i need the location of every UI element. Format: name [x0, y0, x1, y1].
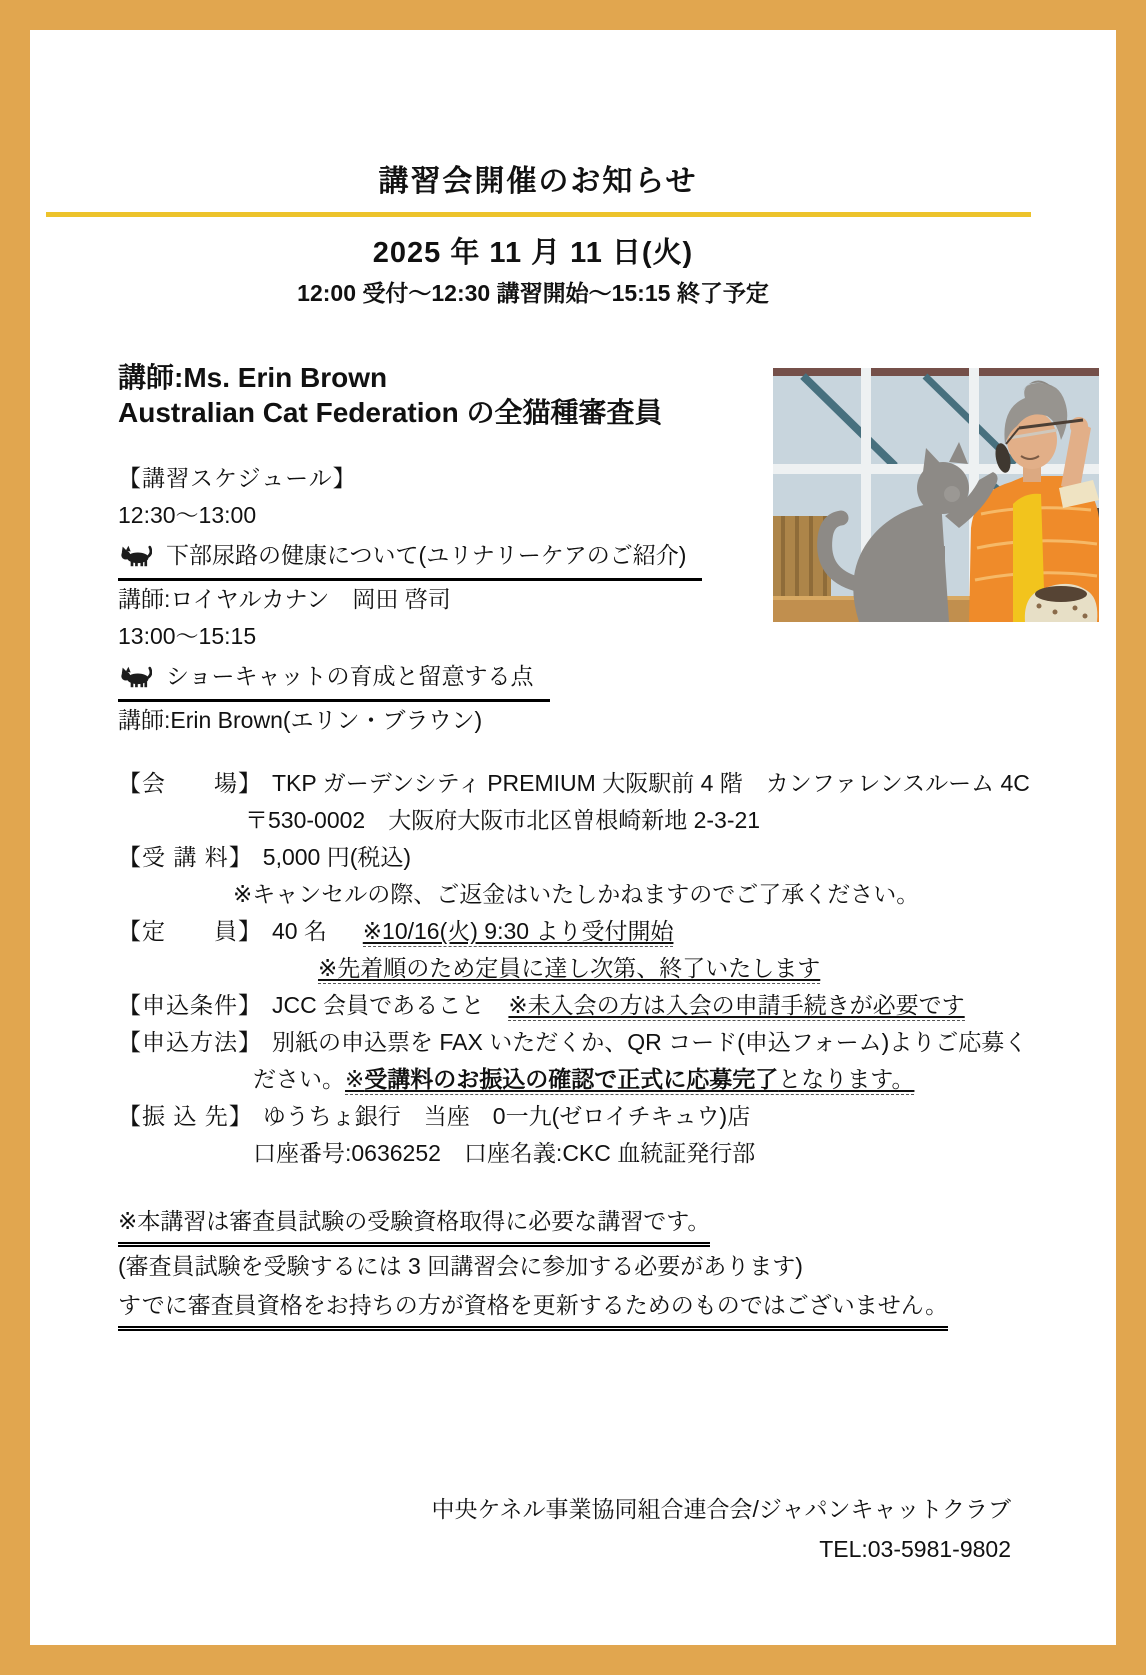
- note-3: すでに審査員資格をお持ちの方が資格を更新するためのものではございません。: [118, 1286, 948, 1331]
- schedule-heading: 【講習スケジュール】: [118, 465, 357, 491]
- event-date: 2025 年 11 月 11 日(火): [372, 237, 694, 269]
- footer-tel: TEL:03-5981-9802: [819, 1536, 1011, 1562]
- title-rule: [46, 212, 1031, 217]
- event-time: 12:00 受付〜12:30 講習開始〜15:15 終了予定: [297, 280, 769, 306]
- fee-label: 【受 講 料】: [118, 844, 253, 870]
- capacity-label: 【定 員】: [118, 918, 262, 944]
- details-section: [118, 765, 1116, 1172]
- cat-icon: [120, 545, 152, 567]
- venue-value: TKP ガーデンシティ PREMIUM 大阪駅前 4 階 カンファレンスルーム 4C: [272, 770, 1030, 796]
- lecturer-name: 講師:Ms. Erin Brown: [118, 362, 388, 393]
- method-continuation: ださい。※受講料のお振込の確認で正式に応募完了となります。: [253, 1061, 1116, 1098]
- page-title: 講習会開催のお知らせ: [378, 165, 698, 198]
- method-bold-note: 受講料のお振込の確認で正式に応募完了: [364, 1066, 779, 1092]
- note-1: ※本講習は審査員試験の受験資格取得に必要な講習です。: [118, 1202, 710, 1247]
- bank-value: ゆうちょ銀行 当座 0一九(ゼロイチキュウ)店: [262, 1103, 751, 1129]
- bank-label: 【振 込 先】: [118, 1103, 253, 1129]
- condition-row: [118, 987, 1116, 1024]
- notes-section: [118, 1202, 1116, 1331]
- condition-value: JCC 会員であること: [272, 992, 485, 1018]
- footer: [30, 1489, 1116, 1569]
- schedule-topic: [118, 655, 550, 702]
- capacity-value: 40 名: [272, 918, 327, 944]
- fee-note: ※キャンセルの際、ご返金はいたしかねますのでご了承ください。: [233, 881, 920, 907]
- method-label: 【申込方法】: [118, 1029, 262, 1055]
- condition-note: ※未入会の方は入会の申請手続きが必要です: [508, 992, 964, 1021]
- bank-row: [118, 1098, 1116, 1135]
- capacity-note-1: ※10/16(火) 9:30 より受付開始: [363, 918, 674, 947]
- schedule-topic: [118, 534, 702, 581]
- lecturer-credential: Australian Cat Federation の全猫種審査員: [118, 397, 663, 428]
- fee-value: 5,000 円(税込): [262, 844, 412, 870]
- capacity-row: [118, 913, 1116, 950]
- fee-row: [118, 839, 1116, 876]
- schedule-time: 13:00〜15:15: [118, 623, 257, 649]
- venue-label: 【会 場】: [118, 770, 262, 796]
- schedule-time: 12:30〜13:00: [118, 502, 257, 528]
- bank-account: 口座番号:0636252 口座名義:CKC 血統証発行部: [253, 1140, 756, 1166]
- schedule-topic-label: ショーキャットの育成と留意する点: [166, 663, 534, 689]
- schedule-topic-label: 下部尿路の健康について(ユリナリーケアのご紹介): [166, 542, 687, 568]
- footer-org: 中央ケネル事業協同組合連合会/ジャパンキャットクラブ: [431, 1496, 1011, 1522]
- seminar-photo: [773, 368, 1099, 622]
- schedule-lecturer: 講師:Erin Brown(エリン・ブラウン): [118, 707, 483, 733]
- note-2: (審査員試験を受験するには 3 回講習会に参加する必要があります): [118, 1253, 803, 1279]
- cat-icon: [120, 666, 152, 688]
- venue-row: [118, 765, 1116, 802]
- schedule-lecturer: 講師:ロイヤルカナン 岡田 啓司: [118, 586, 451, 612]
- venue-address: 〒530-0002 大阪府大阪市北区曽根崎新地 2-3-21: [245, 807, 761, 833]
- method-row: [118, 1024, 1116, 1061]
- method-value: 別紙の申込票を FAX いただくか、QR コード(申込フォーム)よりご応募く: [272, 1029, 1028, 1055]
- condition-label: 【申込条件】: [118, 992, 262, 1018]
- capacity-note-2: ※先着順のため定員に達し次第、終了いたします: [318, 950, 1116, 987]
